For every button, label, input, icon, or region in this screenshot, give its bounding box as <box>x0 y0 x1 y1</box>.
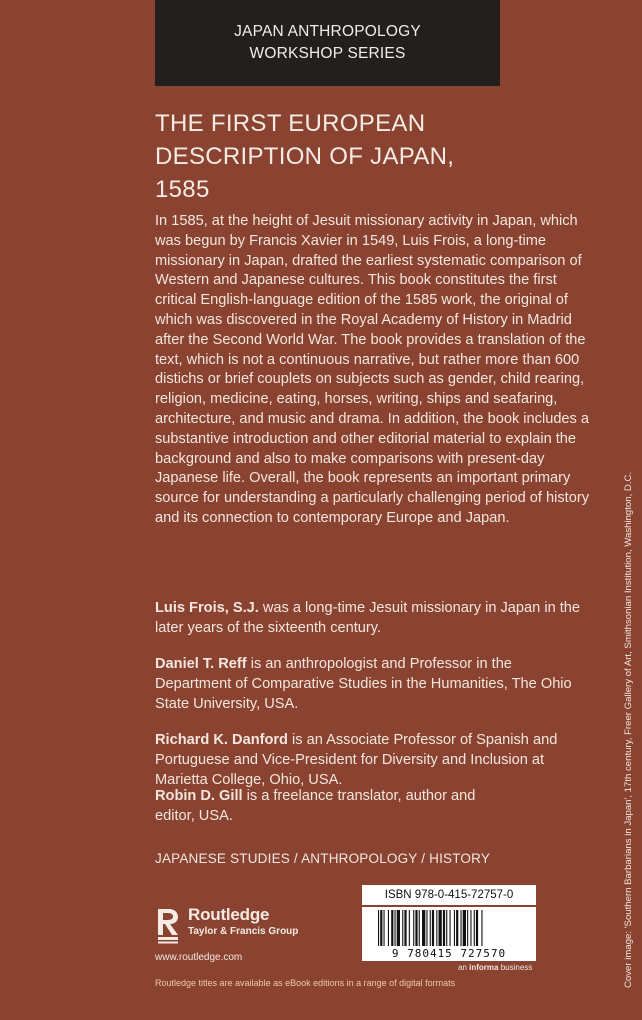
subject-categories: JAPANESE STUDIES / ANTHROPOLOGY / HISTORY <box>155 851 491 866</box>
publisher-name: Routledge <box>188 905 270 924</box>
informa-brand: informa <box>469 963 499 972</box>
barcode-bar <box>402 910 403 946</box>
barcode-bar <box>470 910 471 946</box>
routledge-r-icon <box>155 905 181 945</box>
barcode-bar <box>463 910 466 946</box>
barcode-bar <box>391 910 393 946</box>
barcode-bar <box>439 910 442 946</box>
informa-prefix: an <box>458 963 470 972</box>
title-line-1: THE FIRST EUROPEAN <box>155 110 426 137</box>
barcode-digits: 9 780415 727570 <box>391 947 507 960</box>
barcode-bar <box>446 910 447 946</box>
bio-richard-danford <box>155 731 585 790</box>
barcode-bar <box>430 910 431 946</box>
bio-luis-frois <box>155 599 585 639</box>
informa-suffix: business <box>498 963 533 972</box>
barcode-bar <box>378 910 379 946</box>
barcode-bar <box>450 910 451 946</box>
bio-daniel-reff <box>155 655 585 714</box>
barcode-bar <box>384 910 385 946</box>
isbn-label: ISBN 978-0-415-72757-0 <box>362 885 536 905</box>
bio-name: Richard K. Danford <box>155 732 288 748</box>
barcode-bar <box>409 910 410 946</box>
barcode-bar <box>467 910 468 946</box>
series-banner <box>155 0 500 86</box>
bio-text: was a long-time Jesuit missionary in Japan in the later years of the sixteenth century. <box>155 600 581 636</box>
barcode-bar <box>388 910 389 946</box>
publisher-logo <box>155 905 298 945</box>
barcode-bar <box>380 910 382 946</box>
barcode-bar <box>404 910 406 946</box>
barcode-bar <box>443 910 445 946</box>
barcode-bar <box>426 910 427 946</box>
series-line-2: WORKSHOP SERIES <box>249 45 406 62</box>
bio-name: Luis Frois, S.J. <box>155 600 259 616</box>
bio-text: is an anthropologist and Professor in the Department of Comparative Studies in the Humanities, The Ohio State University, USA. <box>155 656 572 712</box>
title-line-3: 1585 <box>155 176 210 203</box>
barcode-bar <box>481 910 482 946</box>
bio-robin-gill <box>155 787 515 827</box>
book-title <box>155 107 575 206</box>
barcode-bar <box>397 910 400 946</box>
book-description: In 1585, at the height of Jesuit missionary activity in Japan, which was begun by Francis Xavier in 1549, Luis Frois, a long-time missionary in Japan, drafted the earliest systematic comparison of Western and Japanese cultures. This book constitutes the first critical English-language edition of the 1585 work, the original of which was discovered in the Royal Academy of History in Madrid after the Second World War. The book provides a translation of the text, which is not a continuous narrative, but rather more than 600 distichs or brief couplets on subjects such as gender, child rearing, religion, medicine, eating, horses, writing, ships and seafaring, architecture, and music and drama. In addition, the book includes a substantive introduction and other editorial material to explain the background and also to make comparisons with present-day Japanese life. Overall, the book represents an important primary source for understanding a particularly challenging period of history and its connection to contemporary Europe and Japan. <box>155 213 590 526</box>
bio-name: Robin D. Gill <box>155 788 243 804</box>
barcode-bar <box>474 910 475 946</box>
ebook-note: Routledge titles are available as eBook editions in a range of digital formats <box>155 978 456 988</box>
barcode-bar <box>419 910 420 946</box>
title-line-2: DESCRIPTION OF JAPAN, <box>155 143 455 170</box>
series-line-1: JAPAN ANTHROPOLOGY <box>234 23 421 40</box>
barcode-bar <box>422 910 425 946</box>
cover-image-credit: Cover image: 'Southern Barbarians in Japan', 17th century, Freer Gallery of Art, Smithsonian Institution, Washington, D.C. <box>623 471 634 988</box>
barcode-bar <box>476 910 478 946</box>
barcode-bar <box>456 910 458 946</box>
barcode <box>362 907 536 961</box>
barcode-bars <box>362 907 536 949</box>
barcode-bar <box>413 910 414 946</box>
bio-name: Daniel T. Reff <box>155 656 247 672</box>
bio-text: is an Associate Professor of Spanish and Portuguese and Vice-President for Diversity and Inclusion at Marietta College, Ohio, USA. <box>155 732 558 788</box>
barcode-bar <box>395 910 396 946</box>
barcode-bar <box>436 910 437 946</box>
publisher-group: Taylor & Francis Group <box>188 926 299 937</box>
bio-text: is a freelance translator, author and editor, USA. <box>155 788 476 824</box>
barcode-bar <box>432 910 434 946</box>
publisher-website: www.routledge.com <box>155 952 243 963</box>
barcode-bar <box>415 910 417 946</box>
barcode-bar <box>461 910 462 946</box>
informa-business <box>458 963 532 972</box>
barcode-bar <box>454 910 455 946</box>
